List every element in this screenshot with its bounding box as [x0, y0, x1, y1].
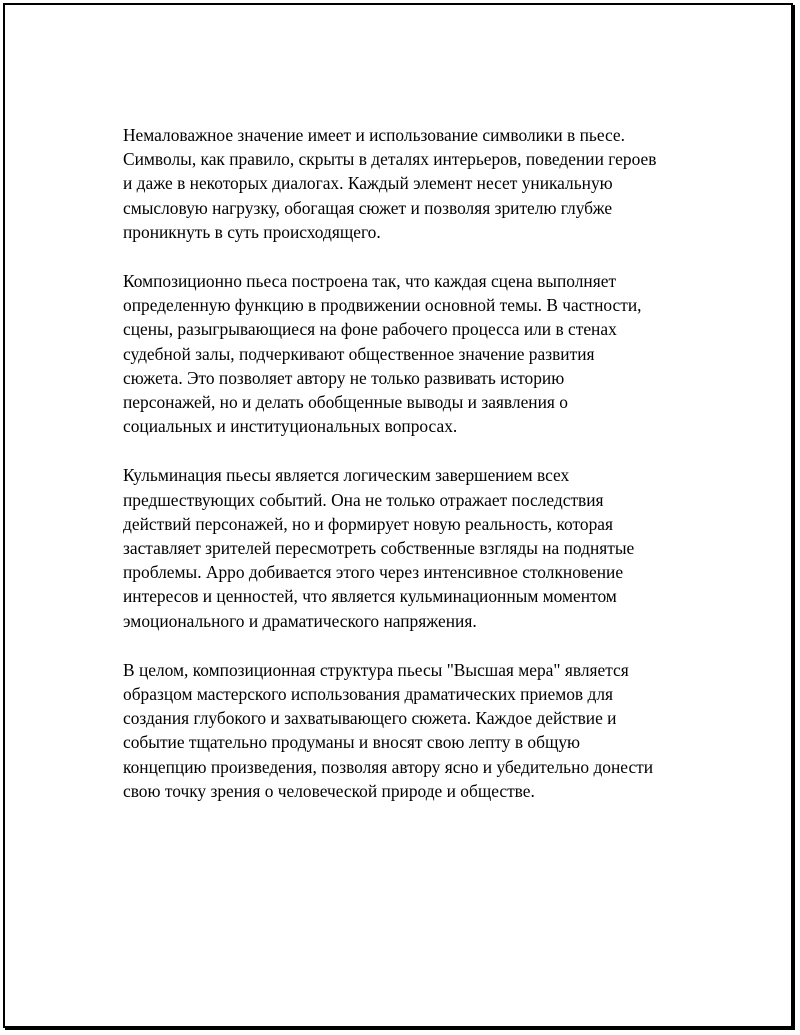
paragraph-composition: Композиционно пьеса построена так, что каждая сцена выполняет определенную функцию в продвижении основной темы. В частности, сцены, разыгрывающиеся на фоне рабочего процесса или в стенах судебной залы, подчеркивают общественное значение развития сюжета. Это позволяет автору не только развивать историю персонажей, но и делать обобщенные выводы и заявления о социальных и институциональных вопросах. [123, 271, 642, 437]
document-body [123, 123, 693, 828]
paragraph-climax: Кульминация пьесы является логическим завершением всех предшествующих событий. Она не только отражает последствия действий персонажей, но и формирует новую реальность, которая заставляет зрителей пересмотреть собственные взгляды на поднятые проблемы. Арро добивается этого через интенсивное столкновение интересов и ценностей, что является кульминационным моментом эмоционального и драматического напряжения. [123, 465, 635, 631]
paragraph-conclusion: В целом, композиционная структура пьесы "Высшая мера" является образцом мастерского использования драматических приемов для создания глубокого и захватывающего сюжета. Каждое действие и событие тщательно продуманы и вносят свою лепту в общую концепцию произведения, позволяя автору ясно и убедительно донести свою точку зрения о человеческой природе и обществе. [123, 659, 654, 801]
paragraph-symbolism: Немаловажное значение имеет и использование символики в пьесе. Символы, как правило, скрыты в деталях интерьеров, поведении героев и даже в некоторых диалогах. Каждый элемент несет уникальную смысловую нагрузку, обогащая сюжет и позволяя зрителю глубже проникнуть в суть происходящего. [123, 125, 657, 242]
document-page [3, 3, 793, 1028]
